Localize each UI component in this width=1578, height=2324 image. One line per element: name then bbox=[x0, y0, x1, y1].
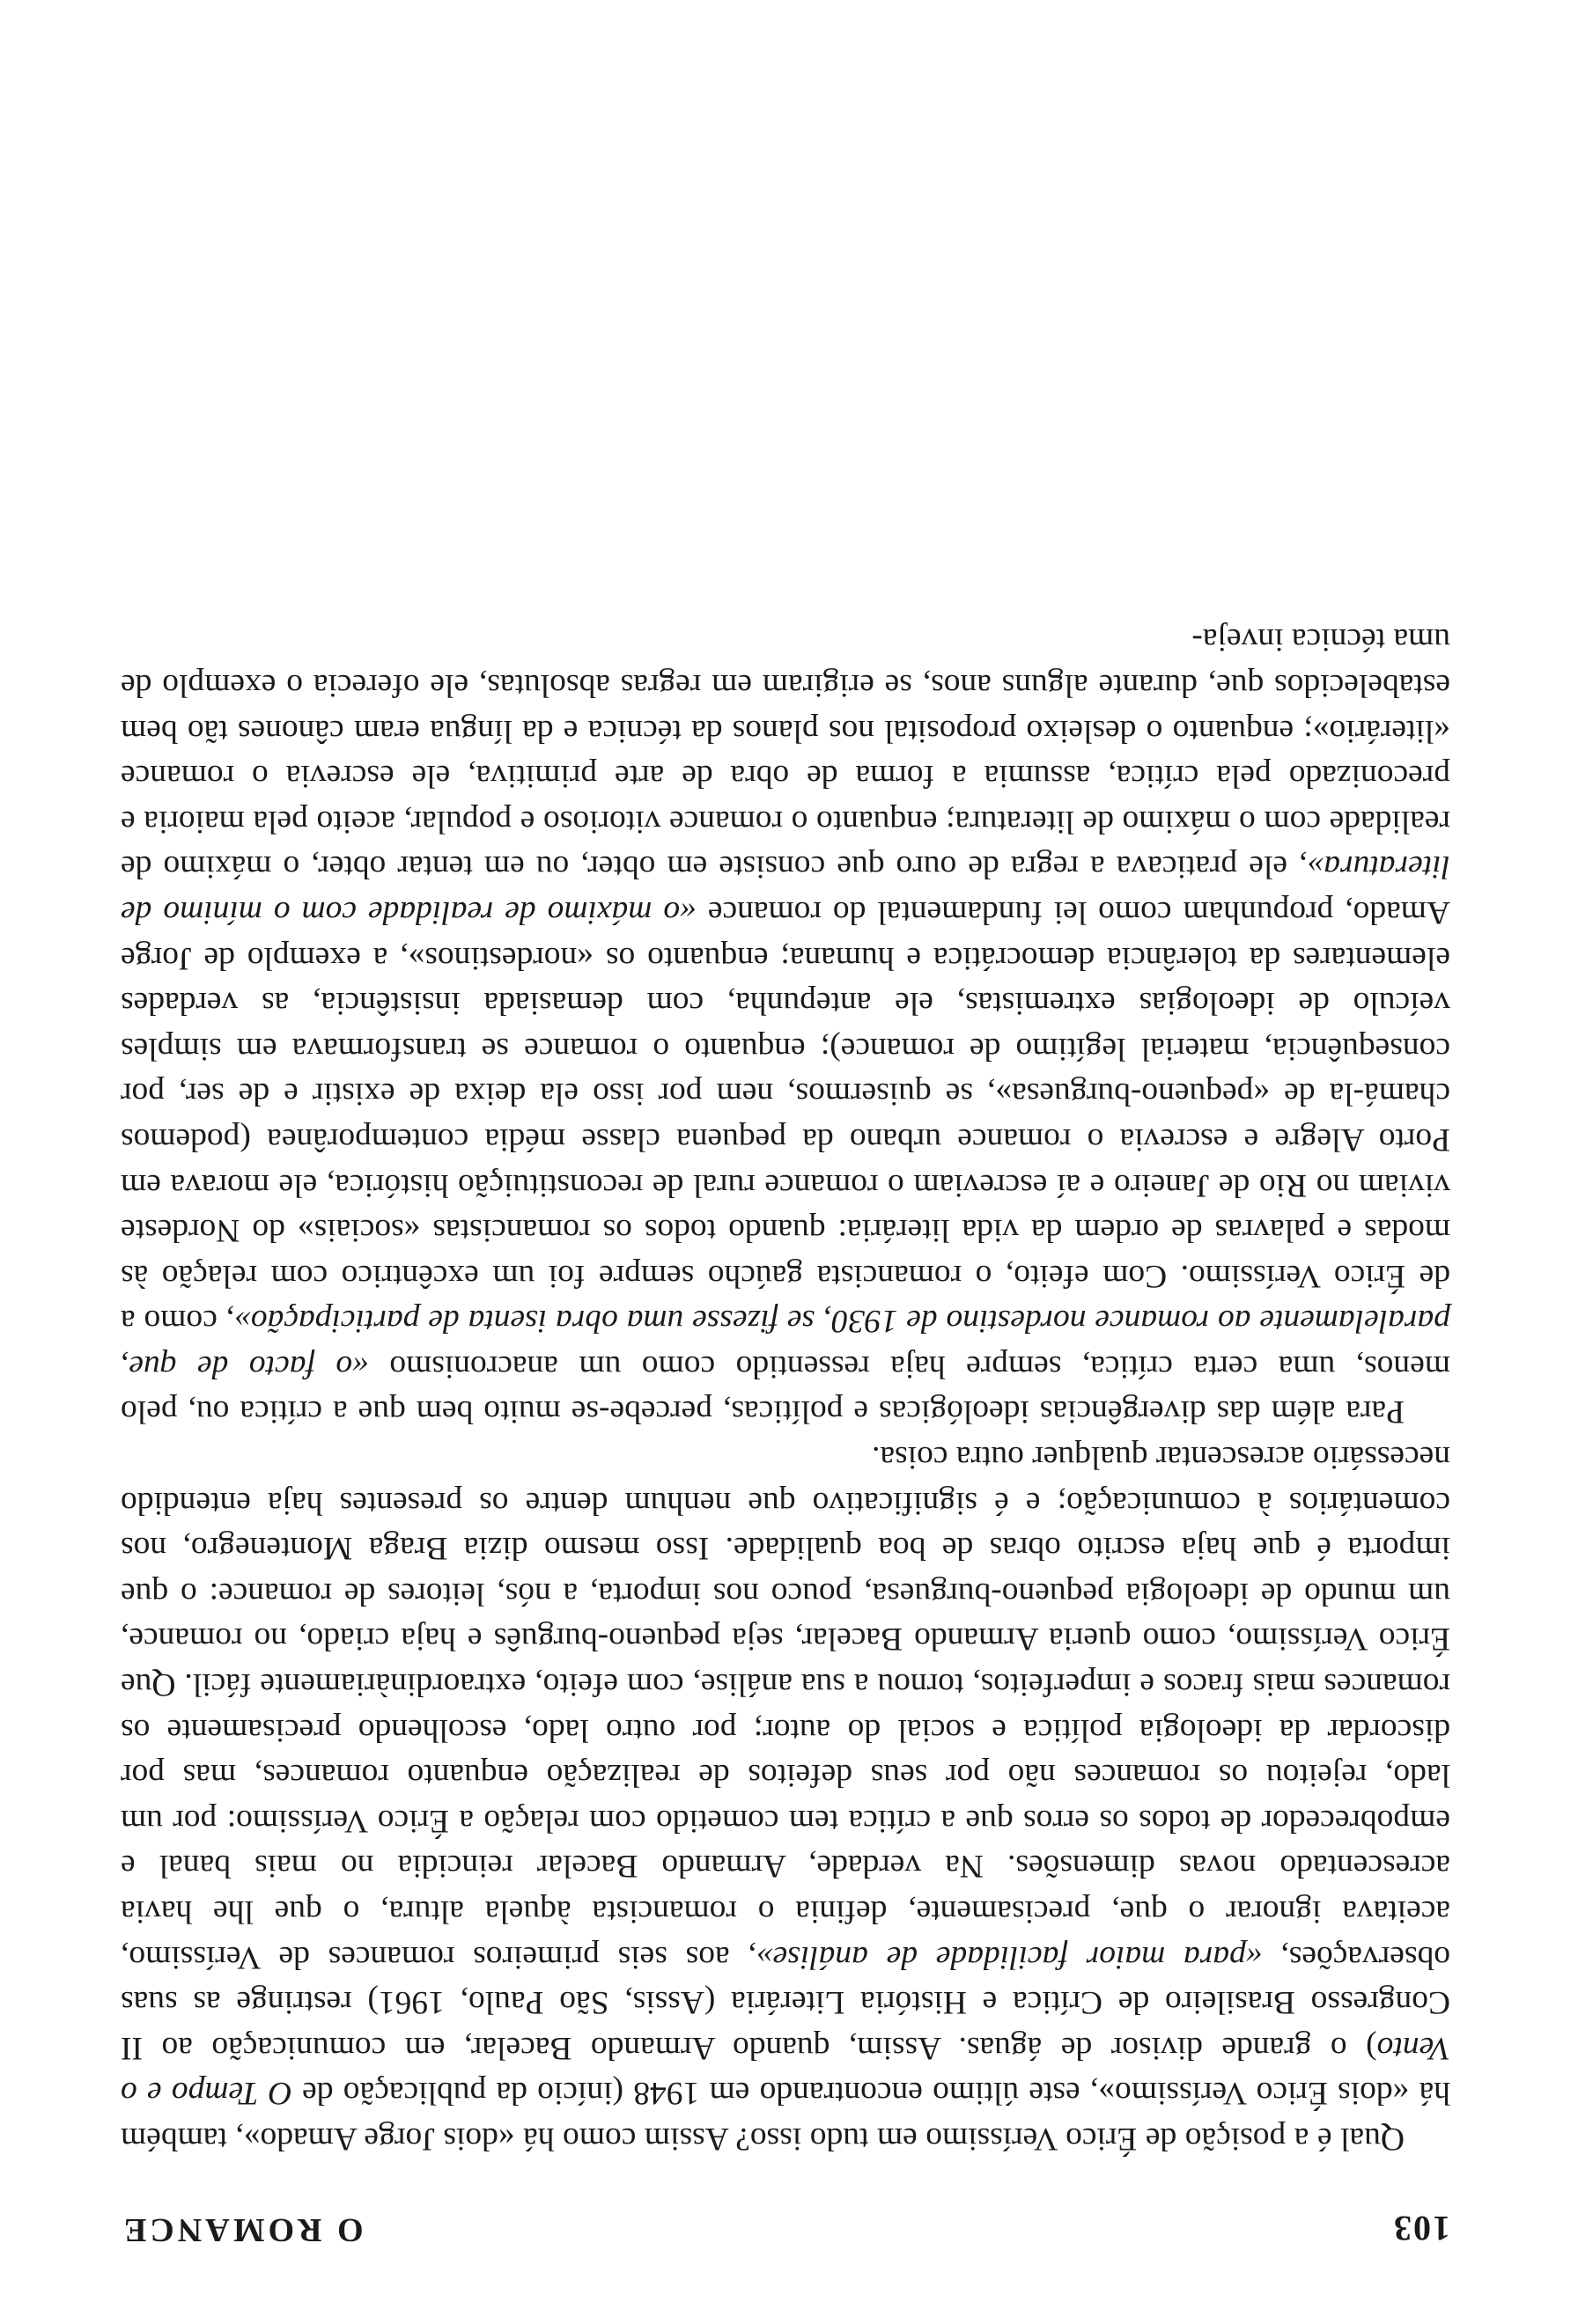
section-title: O ROMANCE bbox=[121, 2211, 364, 2248]
text-run: , como a de Érico Veríssimo. Com efeito, o romancista gaúcho sempre foi um excêntrico com relação às modas e palavras de ordem da vida literária: quando todos os romancistas «sociais» do Nordeste viviam no Rio de Janeiro e aí escreviam o romance rural de reconstituição histórica, ele morava em Porto Alegre e escrevia o romance urbano da pequena classe média contemporânea (podemos chamá-la de «pequeno-burguesa», se quisermos, nem por isso ela deixa de existir e de ser, por consequência, material legítimo de romance); enquanto o romance se transformava em simples veículo de ideologias extremistas, ele antepunha, com demasiada insistência, as verdades elementares da tolerância democrática e humana; enquanto os «nordestinos», a exemplo de Jorge Amado, propunham como lei fundamental do romance bbox=[121, 894, 1450, 1340]
page-number: 103 bbox=[1392, 2209, 1450, 2248]
book-title-italic: O Tempo e o Vento bbox=[121, 2029, 1450, 2112]
quote-italic: «para maior facilidade de análise» bbox=[756, 1938, 1263, 1975]
paragraph-1 bbox=[121, 1435, 1450, 2162]
paragraph-2 bbox=[121, 617, 1450, 1435]
quote-italic: «o facto de que, paralelamente ao romance nordestino de 1930, se fizesse uma obra isenta de participação» bbox=[121, 1303, 1450, 1385]
text-run: , aos seis primeiros romances de Veríssimo, aceitava ignorar o que, precisamente, definia o romancista àquela altura, o que lhe havia acrescentado novas dimensões. Na verdade, Armando Bacelar reincidia no mais banal e empobrecedor de todos os erros que a crítica tem cometido com relação a Érico Veríssimo: por um lado, rejeitou os romances não por seus defeitos de realização enquanto romances, mas por discordar da ideologia política e social do autor; por outro lado, escolhendo precisamente os romances mais fracos e imperfeitos, tornou a sua análise, com efeito, extraordinàriamente fácil. Que Érico Veríssimo, como queria Armando Bacelar, seja pequeno-burguês e haja criado, no romance, um mundo de ideologia pequeno-burguesa, pouco nos importa, a nós, leitores de romance: o que importa é que haja escrito obras de boa qualidade. Isso mesmo dizia Braga Montenegro, nos comentários à comunicação; e é significativo que nenhum dentre os presentes haja entendido necessário acrescentar qualquer outra coisa. bbox=[121, 1439, 1450, 1975]
quote-italic: «o máximo de realidade com o mínimo de literatura» bbox=[121, 849, 1450, 930]
text-run: ) o grande divisor de águas. Assim, quando Armando Bacelar, em comunicação ao II Congresso Brasileiro de Crítica e História Literária (Assis, São Paulo, 1961) restringe as suas observações, bbox=[121, 1938, 1450, 2066]
body-text bbox=[121, 617, 1450, 2161]
running-head bbox=[121, 2196, 1450, 2249]
text-run: Qual é a posição de Érico Veríssimo em tudo isso? Assim como há «dois Jorge Amado», também há «dois Érico Veríssimo», este último encontrando em 1948 (início da publicação de bbox=[121, 2075, 1450, 2157]
text-run: , ele praticava a regra de ouro que consiste em obter, ou em tentar obter, o máximo de realidade com o máximo de literatura; enquanto o romance vitorioso e popular, aceito pela maioria e preconizado pela crítica, assumia a forma de obra de arte primitiva, ele escrevia o romance «literário»; enquanto o desleixo proposital nos planos da técnica e da língua eram cânones tão bem estabelecidos que, durante alguns anos, se erigiram em regras absolutas, ele oferecia o exemplo de uma técnica inveja- bbox=[121, 621, 1450, 886]
text-run: Para além das divergências ideológicas e políticas, percebe-se muito bem que a crítica ou, pelo menos, uma certa crítica, sempre haja ressentido como um anacronismo bbox=[121, 1348, 1450, 1430]
